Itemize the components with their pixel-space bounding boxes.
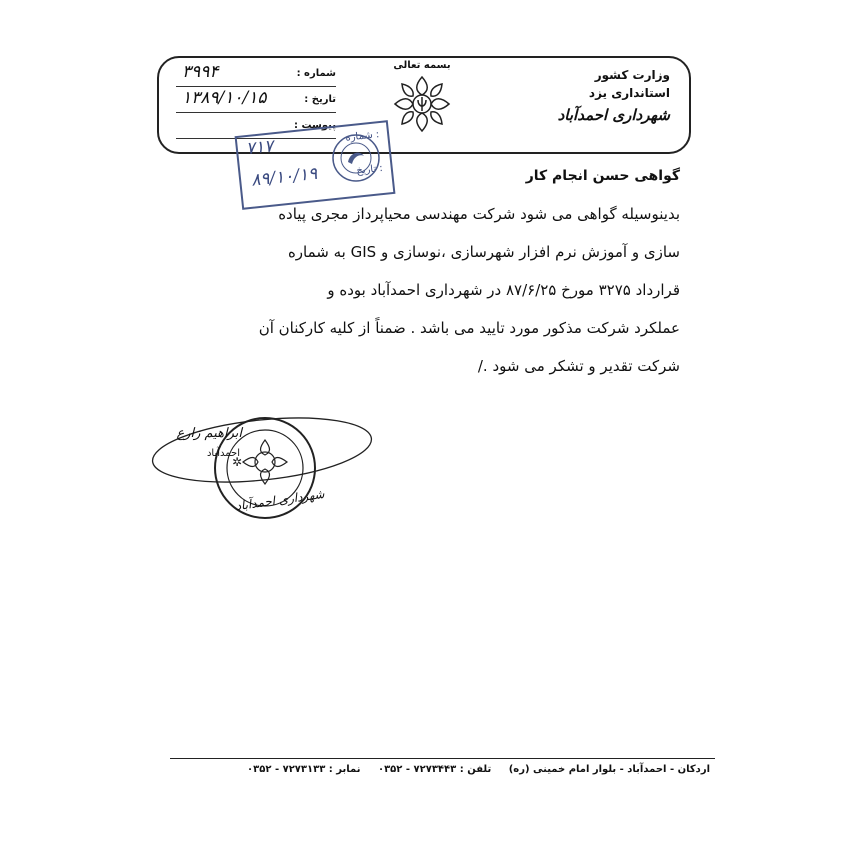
governorate-name: استانداری یزد [588, 86, 670, 100]
seal-signature: ابراهیم زارع [176, 426, 242, 441]
body-line: قرارداد ۳۲۷۵ مورخ ۸۷/۶/۲۵ در شهرداری احمدآباد بوده و [327, 281, 680, 299]
letterhead-issuer [540, 66, 670, 124]
letter-subject: گواهی حسن انجام کار [525, 168, 680, 184]
received-number-value: ۷۱۷ [244, 136, 275, 160]
received-date-value: ۸۹/۱۰/۱۹ [250, 163, 319, 191]
ministry-name: وزارت کشور [594, 68, 670, 82]
number-label: شماره : [296, 68, 336, 79]
date-label: تاریخ : [304, 94, 336, 105]
number-row [176, 64, 336, 87]
official-seal-area [150, 400, 390, 530]
letter-footer [190, 764, 710, 775]
letter-body [150, 195, 680, 385]
seal-signature-suffix: احمدآباد [206, 448, 240, 459]
date-row [176, 90, 336, 113]
seal-graphic [150, 400, 390, 530]
body-line: سازی و آموزش نرم افزار شهرسازی ،نوسازی و GIS به شماره [287, 243, 680, 261]
bismillah: بسمه تعالی [393, 60, 451, 71]
body-line: شرکت تقدیر و تشکر می شود ./ [477, 357, 680, 375]
footer-fax: نمابر : ۷۲۷۳۱۳۳ - ۰۳۵۲ [247, 764, 361, 775]
received-logo-icon [330, 132, 382, 184]
footer-address: اردکان - احمدآباد - بلوار امام خمینی (ره) [508, 764, 710, 775]
letterhead-emblem [382, 60, 462, 135]
svg-text:✲: ✲ [232, 455, 243, 469]
number-value: ۳۹۹۴ [182, 62, 219, 82]
date-value: ۱۳۸۹/۱۰/۱۵ [182, 88, 267, 108]
body-line: عملکرد شرکت مذکور مورد تایید می باشد . ضمناً از کلیه کارکنان آن [258, 319, 680, 337]
body-line: بدینوسیله گواهی می شود شرکت مهندسی محیاپرداز مجری پیاده [278, 205, 680, 223]
received-date-label: تاریخ : [355, 162, 384, 177]
attachment-label: پیوست : [293, 120, 336, 131]
footer-phone: تلفن : ۷۲۷۳۴۴۳ - ۰۳۵۲ [377, 764, 492, 775]
iran-emblem-icon [391, 73, 453, 135]
seal-text: شهرداری احمدآباد [234, 486, 326, 514]
footer-divider [170, 758, 715, 759]
municipality-signature: شهرداری احمدآباد [557, 106, 670, 124]
received-number-label: شماره : [344, 129, 380, 144]
